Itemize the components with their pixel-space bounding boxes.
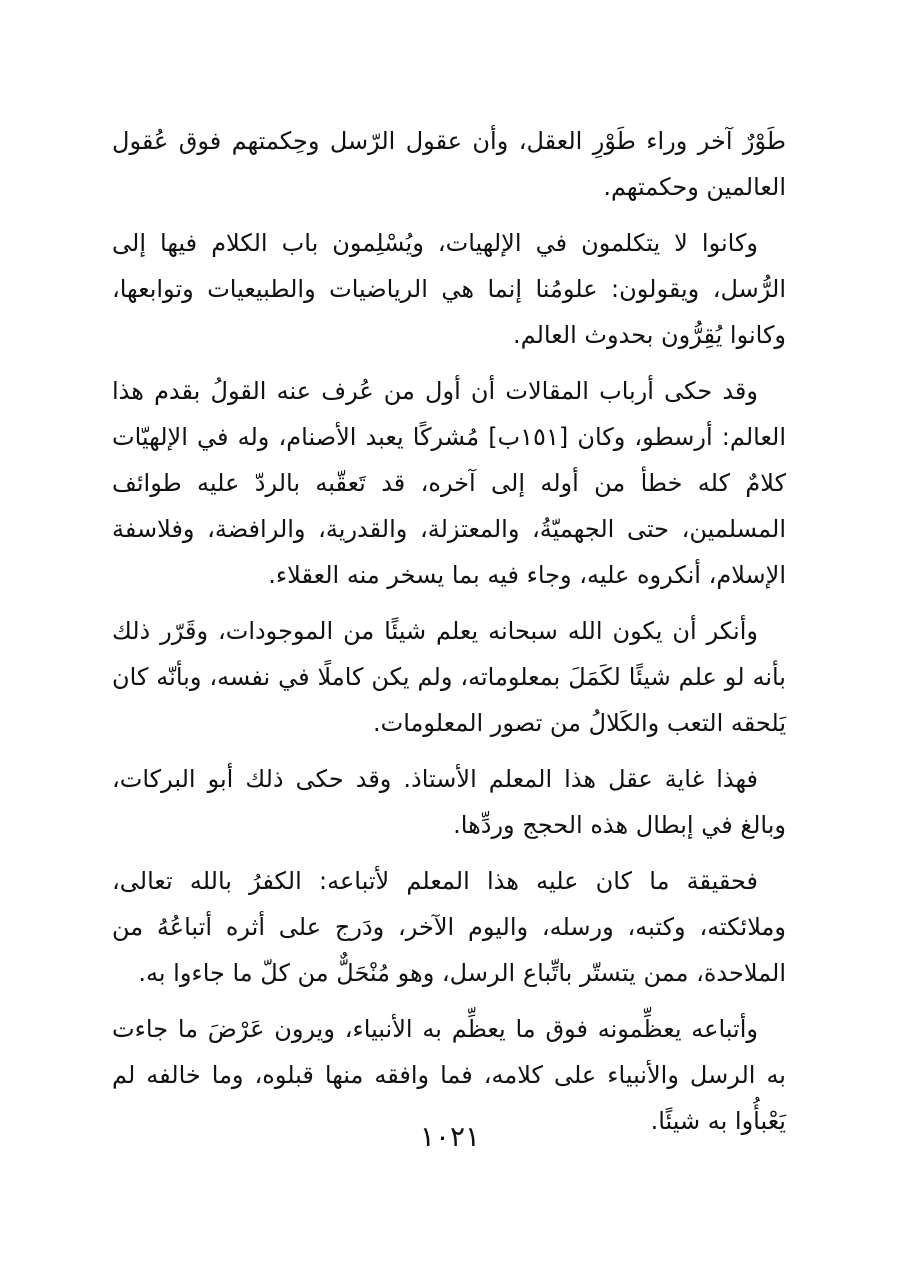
paragraph-2: وكانوا لا يتكلمون في الإلهيات، ويُسْلِمون باب الكلام فيها إلى الرُّسل، ويقولون: علومُنا إنما هي الرياضيات والطبيعيات وتوابعها، وكانوا يُقِرُّون بحدوث العالم.	[112, 229, 786, 349]
paragraph-5: فهذا غاية عقل هذا المعلم الأستاذ. وقد حكى ذلك أبو البركات، وبالغ في إبطال هذه الحجج وردِّها.	[112, 765, 786, 839]
paragraph-4: وأنكر أن يكون الله سبحانه يعلم شيئًا من الموجودات، وقَرّر ذلك بأنه لو علم شيئًا لكَمَلَ بمعلوماته، ولم يكن كاملًا في نفسه، وبأنّه كان يَلحقه التعب والكَلالُ من تصور المعلومات.	[112, 617, 786, 737]
paragraph-3: وقد حكى أرباب المقالات أن أول من عُرف عنه القولُ بقدم هذا العالم: أرسطو، وكان [١٥١ب] مُشركًا يعبد الأصنام، وله في الإلهيّات كلامٌ كله خطأ من أوله إلى آخره، قد تَعقّبه بالردّ عليه طوائف المسلمين، حتى الجهميّةُ، والمعتزلة، والقدرية، والرافضة، وفلاسفة الإسلام، أنكروه عليه، وجاء فيه بما يسخر منه العقلاء.	[112, 377, 786, 589]
paragraph-7: وأتباعه يعظِّمونه فوق ما يعظِّم به الأنبياء، ويرون عَرْضَ ما جاءت به الرسل والأنبياء على كلامه، فما وافقه منها قبلوه، وما خالفه لم يَعْبأُوا به شيئًا.	[112, 1015, 786, 1135]
page-number: ١٠٢١	[419, 1120, 481, 1153]
paragraph-6: فحقيقة ما كان عليه هذا المعلم لأتباعه: الكفرُ بالله تعالى، وملائكته، وكتبه، ورسله، واليوم الآخر، ودَرج على أثره أتباعُهُ من الملاحدة، ممن يتستّر باتِّباع الرسل، وهو مُنْحَلٌّ من كلّ ما جاءوا به.	[112, 867, 786, 987]
page-body-text	[112, 118, 786, 1154]
paragraph-1: طَوْرٌ آخر وراء طَوْرِ العقل، وأن عقول الرّسل وحِكمتهم فوق عُقول العالمين وحكمتهم.	[112, 127, 786, 201]
